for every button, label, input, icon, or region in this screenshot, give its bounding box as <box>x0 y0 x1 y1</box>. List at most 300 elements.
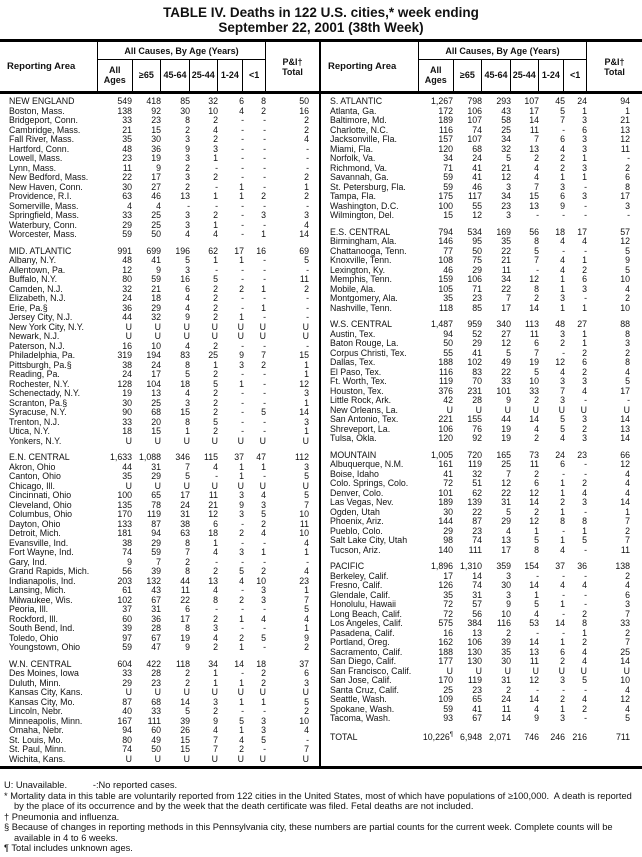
footnote-pilcrow: ¶ Total includes unknown ages. <box>4 843 133 853</box>
value-cell: - <box>263 604 266 614</box>
value-cell: 2 <box>304 642 309 652</box>
value-cell: 4 <box>625 478 630 488</box>
value-cell: 5 <box>534 366 539 377</box>
value-cell: 2 <box>560 497 565 507</box>
reporting-area-label: Dayton, Ohio <box>9 519 61 529</box>
value-cell: 41 <box>151 255 161 265</box>
value-cell: 23 <box>472 684 482 695</box>
value-cell: 5 <box>261 734 266 745</box>
value-cell: 11 <box>180 585 190 595</box>
reporting-area-label: MID. ATLANTIC <box>9 246 72 256</box>
value-cell: 22 <box>472 506 482 517</box>
value-cell: 2 <box>625 525 630 536</box>
value-cell: 3 <box>239 509 244 519</box>
value-cell: 10 <box>299 715 309 726</box>
reporting-area-label: Corpus Christi, Tex. <box>330 348 407 358</box>
reporting-area-label: Canton, Ohio <box>9 472 61 481</box>
age-group-title: All Causes, By Age (Years) <box>419 42 586 60</box>
value-cell: 31 <box>501 675 511 685</box>
value-cell: 5 <box>261 632 266 643</box>
value-cell: 23 <box>577 449 587 460</box>
value-cell: 21 <box>501 255 511 265</box>
value-cell: 48 <box>555 319 565 329</box>
value-cell: - <box>263 293 266 303</box>
col-header-all-ages: All Ages <box>419 60 454 91</box>
value-cell: 2 <box>534 293 539 303</box>
value-cell: 5 <box>261 407 266 417</box>
value-cell: 7 <box>625 608 630 619</box>
value-cell: 3 <box>304 210 309 220</box>
value-cell: 115 <box>203 452 218 462</box>
value-cell: - <box>263 153 266 163</box>
value-cell: - <box>306 734 309 745</box>
reporting-area-label: Duluth, Minn. <box>9 678 61 688</box>
reporting-area-label: St. Louis, Mo. <box>9 735 63 745</box>
value-cell: 3 <box>506 589 511 600</box>
reporting-area-label: Portland, Oreg. <box>330 638 390 647</box>
reporting-area-label: Toledo, Ohio <box>9 633 59 643</box>
value-cell: 231 <box>467 385 482 396</box>
value-cell: 221 <box>438 414 453 424</box>
value-cell: 5 <box>304 490 309 500</box>
value-cell: 4 <box>625 283 630 294</box>
value-cell: - <box>241 172 244 182</box>
value-cell: 29 <box>151 471 161 481</box>
value-cell: U <box>504 404 511 415</box>
value-cell: 32 <box>472 468 482 479</box>
value-cell: 6 <box>625 172 630 182</box>
value-cell: 118 <box>438 302 453 313</box>
value-cell: 1 <box>239 471 244 481</box>
reporting-area-label: S. ATLANTIC <box>330 97 383 106</box>
value-cell: 85 <box>180 96 190 106</box>
value-cell: 1 <box>304 369 309 379</box>
value-cell: 19 <box>180 632 190 643</box>
value-cell: - <box>306 312 309 322</box>
value-cell: 47 <box>151 642 161 652</box>
value-cell: - <box>263 369 266 379</box>
value-cell: 19 <box>529 357 539 367</box>
value-cell: - <box>562 210 565 220</box>
value-cell: 8 <box>582 516 587 526</box>
value-cell: - <box>263 181 266 192</box>
value-cell: - <box>215 471 218 481</box>
value-cell: U <box>259 687 266 697</box>
value-cell: - <box>627 395 630 405</box>
reporting-area-label: Des Moines, Iowa <box>9 669 79 678</box>
value-cell: 24 <box>122 293 132 303</box>
reporting-area-label: Long Beach, Calif. <box>330 609 402 619</box>
value-cell: 5 <box>506 506 511 517</box>
value-cell: 798 <box>467 96 482 106</box>
value-cell: 5 <box>560 423 565 434</box>
reporting-area-label: New York City, N.Y. <box>9 322 84 332</box>
value-cell: 60 <box>151 725 161 735</box>
value-cell: - <box>536 210 539 220</box>
value-cell: 128 <box>117 378 132 389</box>
value-cell: 12 <box>529 487 539 498</box>
value-cell: 3 <box>582 497 587 507</box>
value-cell: 107 <box>524 96 539 106</box>
value-cell: U <box>211 687 218 697</box>
value-cell: 17 <box>620 385 630 396</box>
value-cell: 14 <box>529 637 539 647</box>
value-cell: 7 <box>185 461 190 472</box>
reporting-area-label: Allentown, Pa. <box>9 265 66 275</box>
value-cell: 2 <box>582 347 587 358</box>
value-cell: 30 <box>151 134 161 144</box>
value-cell: 23 <box>472 293 482 303</box>
value-cell: 5 <box>534 535 539 545</box>
value-cell: 92 <box>151 105 161 116</box>
value-cell: 5 <box>304 471 309 481</box>
value-cell: 7 <box>185 547 190 557</box>
value-cell: U <box>504 665 511 676</box>
value-cell: 319 <box>117 350 132 360</box>
reporting-area-label: NEW ENGLAND <box>9 97 75 106</box>
value-cell: 4 <box>304 613 309 624</box>
value-cell: 8 <box>185 416 190 427</box>
reporting-area-label: Nashville, Tenn. <box>330 303 392 313</box>
value-cell: - <box>562 245 565 256</box>
value-cell: 5 <box>582 535 587 545</box>
value-cell: 2 <box>261 105 266 116</box>
value-cell: 94 <box>620 96 630 106</box>
value-cell: 162 <box>438 637 453 647</box>
value-cell: 46 <box>443 264 453 275</box>
value-cell: - <box>562 525 565 536</box>
value-cell: 2 <box>213 642 218 652</box>
value-cell: 7 <box>534 255 539 265</box>
value-cell: 5 <box>185 255 190 265</box>
reporting-area-label: Tacoma, Wash. <box>330 714 391 723</box>
value-cell: - <box>562 347 565 358</box>
reporting-area-label: St. Petersburg, Fla. <box>330 182 406 192</box>
value-cell: 16 <box>299 105 309 116</box>
value-cell: 6 <box>582 124 587 135</box>
value-cell: U <box>154 321 161 332</box>
value-cell: - <box>536 684 539 695</box>
value-cell: 2 <box>185 556 190 567</box>
value-cell: - <box>241 397 244 408</box>
value-cell: 3 <box>560 713 565 723</box>
value-cell: 4 <box>304 725 309 735</box>
city-row <box>321 304 642 314</box>
footnote-legend: U: Unavailable. -:No reported cases. <box>4 780 178 790</box>
value-cell: 2 <box>213 172 218 182</box>
footnote-asterisk: * Mortality data in this table are voluntarily reported from 122 cities in the United States, most of which have populations of ≥100,000. A death is reported by the place of its occurrence and by the week that the death certificate was filed. Fetal deaths are not included. <box>4 790 635 811</box>
value-cell: 116 <box>438 124 453 135</box>
value-cell: 63 <box>122 191 132 201</box>
value-cell: - <box>215 200 218 211</box>
reporting-area-label: Schenectady, N.Y. <box>9 389 81 398</box>
reporting-area-label: Phoenix, Ariz. <box>330 517 384 526</box>
reporting-area-label: Atlanta, Ga. <box>330 106 377 116</box>
value-cell: 48 <box>122 255 132 265</box>
value-cell: 106 <box>438 423 453 434</box>
value-cell: 4 <box>560 580 565 590</box>
value-cell: 10 <box>620 675 630 685</box>
value-cell: 2 <box>625 293 630 303</box>
value-cell: 2 <box>213 613 218 624</box>
value-cell: 14 <box>620 414 630 424</box>
value-cell: 25 <box>620 646 630 657</box>
value-cell: 189 <box>438 115 453 125</box>
city-row <box>321 211 642 221</box>
value-cell: 34 <box>501 191 511 201</box>
value-cell: 43 <box>501 105 511 116</box>
value-cell: 2 <box>185 668 190 678</box>
value-cell: 604 <box>117 658 132 669</box>
value-cell: 97 <box>122 632 132 643</box>
value-cell: 11 <box>529 656 539 666</box>
value-cell: - <box>263 378 266 389</box>
value-cell: 9 <box>127 556 132 567</box>
value-cell: 9 <box>506 599 511 609</box>
table-title <box>0 5 642 35</box>
value-cell: 196 <box>175 245 190 256</box>
right-table-body <box>321 94 642 766</box>
value-cell: 34 <box>208 658 218 669</box>
value-cell: 3 <box>261 210 266 220</box>
value-cell: 794 <box>438 226 453 237</box>
value-cell: 3 <box>560 376 565 386</box>
value-cell: 72 <box>443 478 453 488</box>
value-cell: 22 <box>122 172 132 182</box>
value-cell: - <box>215 162 218 173</box>
value-cell: - <box>241 229 244 239</box>
value-cell: 70 <box>472 376 482 386</box>
reporting-area-label: Elizabeth, N.J. <box>9 294 66 303</box>
value-cell: 2 <box>506 684 511 695</box>
value-cell: 18 <box>555 226 565 237</box>
value-cell: 20 <box>151 416 161 427</box>
value-cell: 12 <box>555 357 565 367</box>
reporting-area-label: Tucson, Ariz. <box>330 545 381 555</box>
value-cell: 44 <box>122 312 132 322</box>
value-cell: 66 <box>620 449 630 460</box>
value-cell: 29 <box>122 677 132 688</box>
value-cell: 14 <box>472 570 482 581</box>
value-cell: 7 <box>625 516 630 526</box>
age-column-headers <box>419 60 586 91</box>
value-cell: 2 <box>534 153 539 163</box>
reporting-area-label: Honolulu, Hawaii <box>330 600 397 609</box>
reporting-area-label: Richmond, Va. <box>330 163 388 173</box>
value-cell: 4 <box>560 255 565 265</box>
value-cell: 1 <box>304 585 309 595</box>
value-cell: 1 <box>625 506 630 517</box>
value-cell: 359 <box>496 561 511 571</box>
value-cell: 5 <box>582 675 587 685</box>
value-cell: 188 <box>438 357 453 367</box>
value-cell: 1 <box>239 191 244 201</box>
value-cell: - <box>562 684 565 695</box>
city-row <box>321 434 642 444</box>
reporting-area-label: Boise, Idaho <box>330 469 379 479</box>
value-cell: 2 <box>213 706 218 716</box>
value-cell: 74 <box>472 535 482 545</box>
value-cell: 4 <box>185 229 190 239</box>
value-cell: - <box>263 706 266 716</box>
value-cell: 11 <box>299 274 309 284</box>
value-cell: 15 <box>299 350 309 360</box>
value-cell: 1 <box>304 623 309 633</box>
value-cell: 1,005 <box>430 449 453 460</box>
value-cell: 2 <box>506 627 511 638</box>
pi-total-line1: P&I† <box>282 56 303 67</box>
value-cell: 10 <box>620 274 630 284</box>
city-row <box>321 546 642 556</box>
value-cell: 3 <box>506 210 511 220</box>
value-cell: 39 <box>501 637 511 647</box>
value-cell: 34 <box>443 153 453 163</box>
value-cell: 2,071 <box>488 731 511 742</box>
value-cell: 15 <box>180 744 190 754</box>
value-cell: 1 <box>261 547 266 557</box>
value-cell: 1 <box>239 378 244 389</box>
value-cell: - <box>584 200 587 211</box>
value-cell: 5 <box>185 369 190 379</box>
value-cell: - <box>263 340 266 351</box>
value-cell: - <box>562 608 565 619</box>
value-cell: 4 <box>625 580 630 590</box>
value-cell: U <box>237 687 244 697</box>
col-header-45-64: 45-64 <box>482 60 511 91</box>
value-cell: 5 <box>213 378 218 389</box>
value-cell: 13 <box>620 423 630 434</box>
value-cell: - <box>263 426 266 436</box>
value-cell: 23 <box>472 525 482 536</box>
value-cell: 2 <box>304 191 309 201</box>
value-cell: 13 <box>529 200 539 211</box>
reporting-area-label: Indianapolis, Ind. <box>9 576 76 586</box>
value-cell: 13 <box>208 575 218 586</box>
value-cell: 8 <box>185 623 190 633</box>
value-cell: 14 <box>529 302 539 313</box>
value-cell: 144 <box>438 516 453 526</box>
value-cell: 23 <box>299 575 309 586</box>
value-cell: 12 <box>620 236 630 246</box>
value-cell: 50 <box>299 96 309 106</box>
value-cell: 6 <box>213 518 218 529</box>
value-cell: 2 <box>625 162 630 173</box>
value-cell: 17 <box>234 245 244 256</box>
value-cell: U <box>532 665 539 676</box>
value-cell: 340 <box>496 319 511 329</box>
value-cell: 4 <box>185 293 190 303</box>
value-cell: 83 <box>180 350 190 360</box>
value-cell: U <box>125 480 132 491</box>
value-cell: U <box>125 435 132 446</box>
value-cell: 175 <box>438 191 453 201</box>
value-cell: 14 <box>529 497 539 507</box>
reporting-area-label: Montgomery, Ala. <box>330 294 398 303</box>
value-cell: 119 <box>467 459 482 469</box>
value-cell: 106 <box>467 637 482 647</box>
reporting-area-label: Lincoln, Nebr. <box>9 707 63 716</box>
value-cell: - <box>584 459 587 469</box>
col-header-25-44: 25-44 <box>511 60 539 91</box>
value-cell: 11 <box>299 518 309 529</box>
value-cell: 72 <box>443 599 453 609</box>
value-cell: 10 <box>299 528 309 538</box>
value-cell: 1 <box>239 255 244 265</box>
value-cell: 14 <box>620 656 630 666</box>
value-cell: 2 <box>185 677 190 688</box>
value-cell: 3 <box>560 395 565 405</box>
value-cell: 29 <box>501 516 511 526</box>
value-cell: 19 <box>151 153 161 163</box>
value-cell: U <box>302 480 309 491</box>
value-cell: 17 <box>501 302 511 313</box>
city-row <box>0 755 319 765</box>
value-cell: 9 <box>625 255 630 265</box>
value-cell: 2 <box>185 124 190 135</box>
value-cell: 25 <box>501 124 511 135</box>
value-cell: 422 <box>146 658 161 669</box>
value-cell: - <box>263 172 266 182</box>
value-cell: 2 <box>185 162 190 173</box>
value-cell: U <box>302 321 309 332</box>
value-cell: - <box>536 264 539 275</box>
value-cell: 2 <box>261 518 266 529</box>
reporting-area-label: Waterbury, Conn. <box>9 220 77 230</box>
value-cell: 24 <box>180 499 190 510</box>
value-cell: 2 <box>239 528 244 538</box>
value-cell: 2 <box>304 706 309 716</box>
value-cell: 13 <box>529 143 539 154</box>
value-cell: 2 <box>625 347 630 358</box>
value-cell: 11 <box>620 544 630 555</box>
reporting-area-label: Lansing, Mich. <box>9 586 66 595</box>
value-cell: 65 <box>151 490 161 500</box>
value-cell: 1 <box>304 181 309 192</box>
value-cell: 170 <box>117 509 132 519</box>
value-cell: 22 <box>180 594 190 605</box>
reporting-area-label: Detroit, Mich. <box>9 529 61 538</box>
value-cell: 140 <box>438 544 453 555</box>
value-cell: 12 <box>299 378 309 389</box>
reporting-area-label: Little Rock, Ark. <box>330 396 392 405</box>
value-cell: - <box>584 589 587 600</box>
value-cell: 7 <box>304 594 309 605</box>
value-cell: 2 <box>582 423 587 434</box>
value-cell: 126 <box>438 580 453 590</box>
reporting-area-label: Bridgeport, Conn. <box>9 116 78 125</box>
value-cell: U <box>259 321 266 332</box>
value-cell: 28 <box>472 395 482 405</box>
value-cell: 5 <box>213 274 218 284</box>
col-header-pi-total <box>266 42 319 91</box>
value-cell: 23 <box>122 153 132 163</box>
value-cell: 4 <box>127 200 132 211</box>
value-cell: 1 <box>213 677 218 688</box>
value-cell: 4 <box>560 264 565 275</box>
value-cell: 24 <box>472 153 482 163</box>
value-cell: 11 <box>501 703 511 714</box>
value-cell: 7 <box>625 637 630 647</box>
value-cell: 19 <box>122 388 132 398</box>
mortality-table <box>0 39 642 769</box>
value-cell: 8 <box>560 516 565 526</box>
value-cell: 68 <box>151 696 161 707</box>
value-cell: - <box>263 556 266 567</box>
value-cell: 2 <box>185 181 190 192</box>
value-cell: 418 <box>146 96 161 106</box>
value-cell: 23 <box>151 677 161 688</box>
value-cell: 1,487 <box>430 319 453 329</box>
